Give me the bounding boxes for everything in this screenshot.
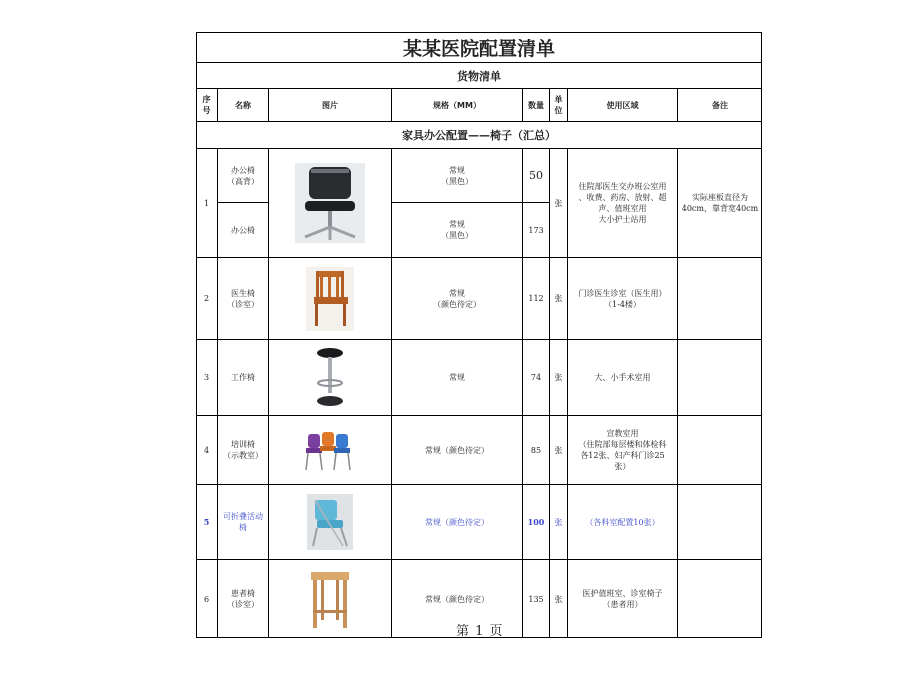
row6-note: [678, 560, 762, 638]
row5-name: 可折叠活动 椅: [218, 485, 269, 560]
patient-stool-image: [307, 566, 353, 632]
row2-qty: 112: [523, 258, 550, 340]
row3-unit: 张: [550, 340, 568, 416]
row4-note: [678, 416, 762, 485]
row2-unit: 张: [550, 258, 568, 340]
row5-unit: 张: [550, 485, 568, 560]
row4-image-cell: [269, 416, 392, 485]
wooden-chair-image: [306, 267, 354, 331]
row4-spec: 常规（颜色待定）: [392, 416, 523, 485]
row5-image-cell: [269, 485, 392, 560]
row3-image-cell: [269, 340, 392, 416]
row5-qty: 100: [523, 485, 550, 560]
office-chair-image: [295, 163, 365, 243]
row4-qty: 85: [523, 416, 550, 485]
row1b-qty: 173: [523, 203, 550, 258]
row5-seq: 5: [196, 485, 218, 560]
folding-chair-image: [307, 494, 353, 550]
row1b-spec: 常规 （黑色）: [392, 203, 523, 258]
page-number: 第 1 页: [456, 624, 504, 639]
row5-area: （各科室配置10张）: [568, 485, 678, 560]
row2-image-cell: [269, 258, 392, 340]
row6-image-cell: [269, 560, 392, 638]
row2-spec: 常规 （颜色待定）: [392, 258, 523, 340]
row4-name: 培训椅 （示教室）: [218, 416, 269, 485]
row6-name: 患者椅 （诊室）: [218, 560, 269, 638]
row1-area: 住院部医生交办班公室用 、收费、药房、放射、超 声、值班室用 大小护士站用: [568, 149, 678, 258]
row3-note: [678, 340, 762, 416]
row2-seq: 2: [196, 258, 218, 340]
row1-seq: 1: [196, 149, 218, 258]
section-title: 家具办公配置——椅子（汇总）: [196, 122, 762, 149]
row3-area: 大、小手术室用: [568, 340, 678, 416]
row4-unit: 张: [550, 416, 568, 485]
header-image: 图片: [269, 89, 392, 122]
row3-seq: 3: [196, 340, 218, 416]
document-title: 某某医院配置清单: [196, 32, 762, 63]
row1-unit: 张: [550, 149, 568, 258]
row6-area: 医护值班室、诊室椅子 （患者用）: [568, 560, 678, 638]
row2-name: 医生椅 （诊室）: [218, 258, 269, 340]
row1a-name: 办公椅 （高背）: [218, 149, 269, 203]
row1a-spec: 常规 （黑色）: [392, 149, 523, 203]
row1b-name: 办公椅: [218, 203, 269, 258]
row3-name: 工作椅: [218, 340, 269, 416]
row6-unit: 张: [550, 560, 568, 638]
header-seq: 序号: [196, 89, 218, 122]
header-qty: 数量: [523, 89, 550, 122]
row1-note: 实际座板直径为 40cm，靠背宽40cm: [678, 149, 762, 258]
row5-note: [678, 485, 762, 560]
row5-spec: 常规（颜色待定）: [392, 485, 523, 560]
row2-area: 门诊医生诊室（医生用） （1-4楼）: [568, 258, 678, 340]
row4-area: 宣教室用 （住院部每层楼和体检科 各12张、妇产科门诊25 张）: [568, 416, 678, 485]
header-note: 备注: [678, 89, 762, 122]
row3-qty: 74: [523, 340, 550, 416]
header-unit: 单位: [550, 89, 568, 122]
row6-seq: 6: [196, 560, 218, 638]
row2-note: [678, 258, 762, 340]
row6-qty: 135: [523, 560, 550, 638]
training-chairs-image: [302, 428, 358, 472]
row6-spec: 常规（颜色待定）: [392, 560, 523, 638]
header-name: 名称: [218, 89, 269, 122]
stool-image: [314, 347, 346, 409]
header-area: 使用区域: [568, 89, 678, 122]
row1-image-cell: [269, 149, 392, 258]
row3-spec: 常规: [392, 340, 523, 416]
header-spec: 规格（MM）: [392, 89, 523, 122]
subtitle: 货物清单: [196, 63, 762, 89]
row1a-qty: 50: [523, 149, 550, 203]
row4-seq: 4: [196, 416, 218, 485]
